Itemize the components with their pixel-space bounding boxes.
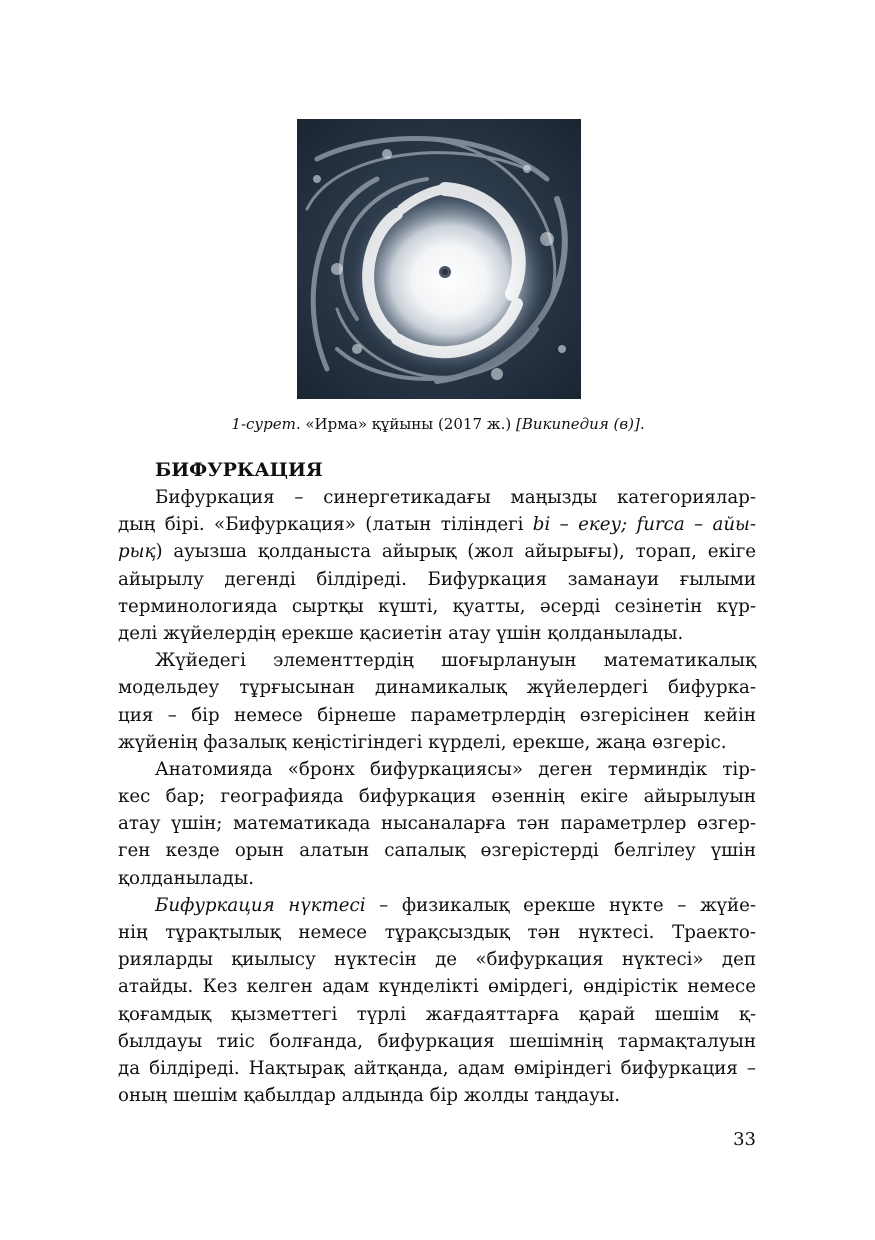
text-line: терминологияда сыртқы күшті, қуатты, әсерді сезінетін күр- bbox=[118, 595, 756, 617]
text-span: дың бірі. «Бифуркация» (латын тіліндегі bbox=[118, 514, 533, 536]
text-line: модельдеу тұрғысынан динамикалық жүйелердегі бифурка- bbox=[118, 677, 756, 699]
text-line: ген кезде орын алатын сапалық өзгерістерді белгілеу үшін bbox=[118, 840, 756, 862]
caption-label: 1-сурет. bbox=[231, 415, 301, 433]
section-heading: БИФУРКАЦИЯ bbox=[155, 459, 323, 481]
italic-span: bi – екеу; furca – айы- bbox=[532, 514, 756, 536]
text-line: атайды. Кез келген адам күнделікті өмірдегі, өндірістік немесе bbox=[118, 976, 756, 998]
text-line: былдауы тиіс болғанда, бифуркация шешімнің тармақталуын bbox=[118, 1030, 756, 1052]
text-line: Бифуркация – синергетикадағы маңызды категориялар- bbox=[155, 487, 756, 508]
text-line: оның шешім қабылдар алдында бір жолды таңдауы. bbox=[118, 1085, 621, 1107]
text-line: кес бар; географияда бифуркация өзеннің екіге айырылуын bbox=[118, 786, 756, 808]
text-line: Анатомияда «бронх бифуркациясы» деген терминдік тір- bbox=[155, 758, 756, 780]
text-line bbox=[118, 892, 756, 919]
text-line: делі жүйелердің ерекше қасиетін атау үшін қолданылады. bbox=[118, 622, 684, 644]
text-span: – физикалық ерекше нүкте – жүйе- bbox=[365, 894, 756, 916]
text-line: рияларды қиылысу нүктесін де «бифуркация нүктесі» деп bbox=[118, 949, 756, 971]
paragraph-1 bbox=[118, 484, 756, 647]
text-span: ) ауызша қолданыста айырық (жол айырығы), торап, екіге bbox=[155, 541, 756, 563]
text-line: Жүйедегі элементтердің шоғырлануын математикалық bbox=[155, 650, 756, 672]
text-line: нің тұрақтылық немесе тұрақсыздық тән нүктесі. Траекто- bbox=[118, 922, 756, 943]
text-line: қоғамдық қызметтегі түрлі жағдаяттарға қарай шешім қ- bbox=[118, 1003, 756, 1025]
text-line: ция – бір немесе бірнеше параметрлердің өзгерісінен кейін bbox=[118, 704, 756, 726]
caption-source: [Википедия (в)]. bbox=[515, 415, 645, 433]
text-line: қолданылады. bbox=[118, 867, 255, 889]
paragraph-3 bbox=[118, 756, 756, 892]
figure-caption bbox=[120, 414, 756, 434]
caption-text: «Ирма» құйыны (2017 ж.) bbox=[300, 415, 516, 433]
italic-span: рық bbox=[118, 541, 156, 563]
paragraph-2 bbox=[118, 647, 756, 756]
hurricane-satellite-image bbox=[297, 119, 581, 399]
text-line: жүйенің фазалық кеңістігіндегі күрделі, ерекше, жаңа өзгеріс. bbox=[118, 731, 727, 753]
text-line: да білдіреді. Нақтырақ айтқанда, адам өміріндегі бифуркация – bbox=[118, 1057, 756, 1079]
text-line: айырылу дегенді білдіреді. Бифуркация заманауи ғылыми bbox=[118, 568, 756, 590]
body-text bbox=[118, 484, 756, 1109]
paragraph-4 bbox=[118, 892, 756, 1110]
page-number: 33 bbox=[733, 1129, 756, 1150]
text-line bbox=[118, 538, 756, 565]
text-line: атау үшін; математикада нысаналарға тән параметрлер өзгер- bbox=[118, 813, 756, 835]
text-line bbox=[118, 511, 756, 538]
italic-span: Бифуркация нүктесі bbox=[155, 894, 366, 916]
